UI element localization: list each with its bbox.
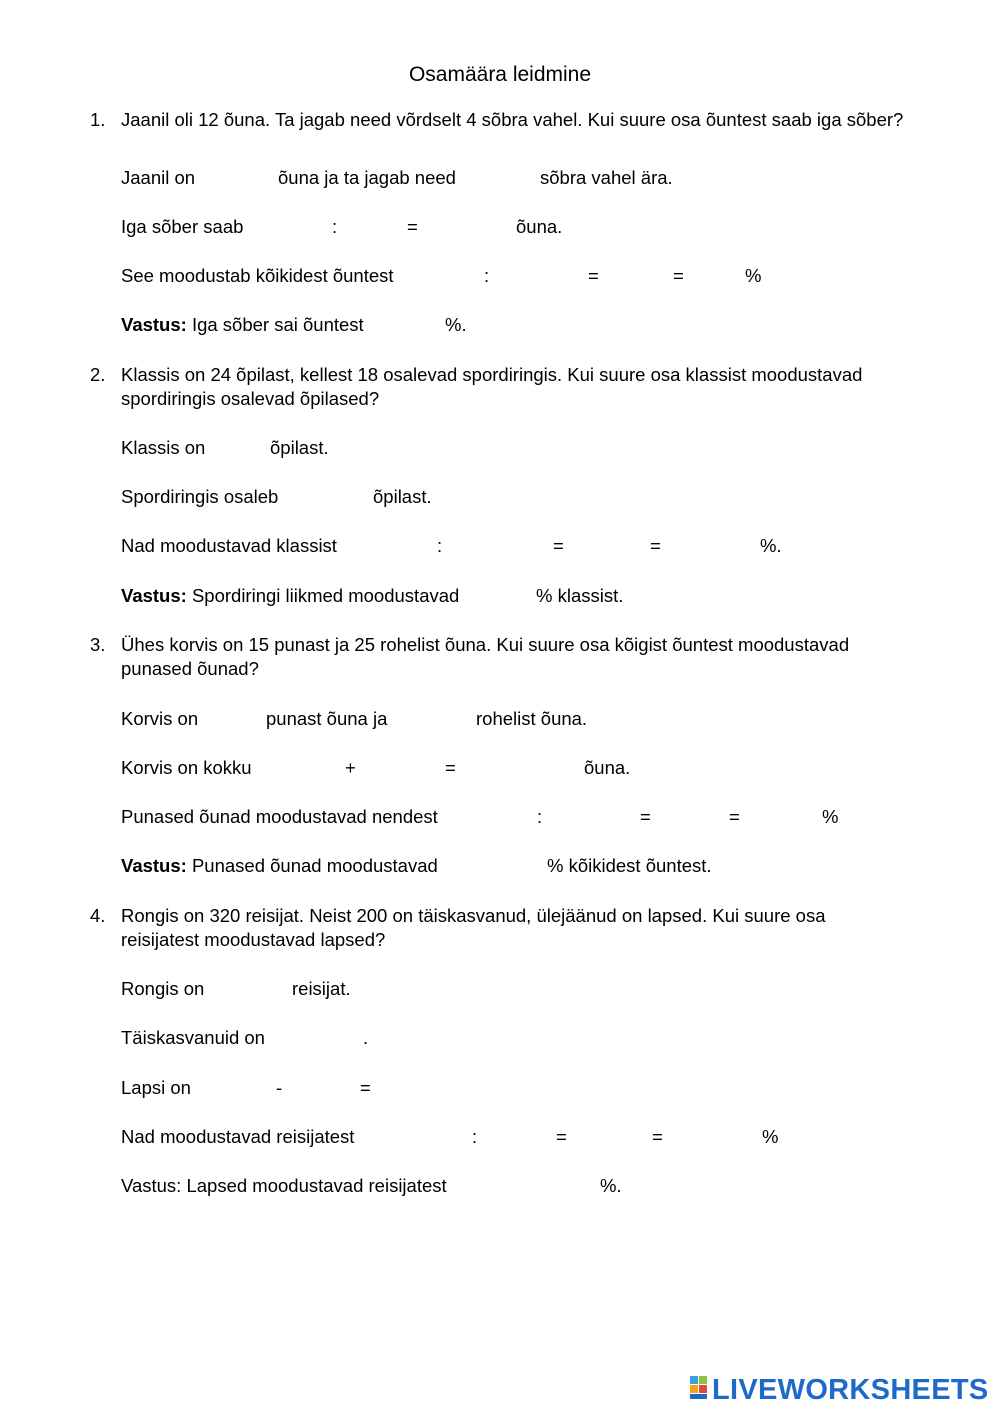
q3-sum-input-2[interactable] <box>360 754 440 778</box>
q3-line3-percent: % <box>822 806 839 827</box>
q1-line1-label-b: õuna ja ta jagab need <box>278 167 456 188</box>
q1-frac-input-2[interactable] <box>494 262 586 286</box>
q3-answer-label: Vastus: <box>121 855 187 876</box>
q1-line2-label-b: õuna. <box>516 216 563 237</box>
q1-apples-input[interactable] <box>202 164 272 188</box>
q3-answer-text: Punased õunad moodustavad <box>191 855 438 876</box>
q4-line3-label: Lapsi on <box>121 1077 191 1098</box>
liveworksheets-logo-text: LIVEWORKSHEETS <box>712 1374 989 1406</box>
q4-line4-label: Nad moodustavad reisijatest <box>121 1126 355 1147</box>
q1-frac-input-3[interactable] <box>604 262 672 286</box>
q3-line3-colon: : <box>537 806 543 827</box>
q3-line3-equals-1: = <box>640 806 651 827</box>
q3-line2-label-b: õuna. <box>584 757 631 778</box>
q2-answer-line <box>121 587 459 606</box>
q4-adults-input[interactable] <box>274 1024 358 1048</box>
q4-passengers-input[interactable] <box>212 975 286 999</box>
question-4-text-line2: reisijatest moodustavad lapsed? <box>121 929 386 950</box>
question-2-text-line1: Klassis on 24 õpilast, kellest 18 osalevad spordiringis. Kui suure osa klassist moodustavad <box>121 364 863 385</box>
q4-line2-label-b: . <box>363 1027 369 1048</box>
question-2-number: 2. <box>90 364 106 385</box>
q2-line1-label-a: Klassis on <box>121 437 206 458</box>
q3-frac-input-2[interactable] <box>548 803 636 827</box>
q4-frac-input-1[interactable] <box>380 1123 468 1147</box>
q2-answer-text: Spordiringi liikmed moodustavad <box>191 585 460 606</box>
q1-line3-label: See moodustab kõikidest õuntest <box>121 265 394 286</box>
q3-answer-input[interactable] <box>458 852 542 876</box>
q4-line1-label-b: reisijat. <box>292 978 351 999</box>
q2-line2-label-b: õpilast. <box>373 486 432 507</box>
q3-frac-input-3[interactable] <box>656 803 726 827</box>
q2-line3-equals-1: = <box>553 535 564 556</box>
q1-div-input-2[interactable] <box>342 213 404 237</box>
q1-div-input-1[interactable] <box>254 213 328 237</box>
q3-line2-plus: + <box>345 757 356 778</box>
q1-answer-text: Iga sõber sai õuntest <box>191 314 364 335</box>
q1-result-input[interactable] <box>422 213 510 237</box>
q2-answer-percent: % klassist. <box>536 585 624 606</box>
q4-line4-percent: % <box>762 1126 779 1147</box>
q3-line3-label: Punased õunad moodustavad nendest <box>121 806 438 827</box>
q2-line1-label-b: õpilast. <box>270 437 329 458</box>
q4-sub-input-2[interactable] <box>288 1074 356 1098</box>
q2-line3-equals-2: = <box>650 535 661 556</box>
q4-answer-input[interactable] <box>474 1172 596 1196</box>
q3-line3-equals-2: = <box>729 806 740 827</box>
q2-line3-percent: %. <box>760 535 782 556</box>
question-3-number: 3. <box>90 634 106 655</box>
q1-line1-label-c: sõbra vahel ära. <box>540 167 673 188</box>
q1-answer-percent: %. <box>445 314 467 335</box>
q2-students-input[interactable] <box>214 434 264 458</box>
q1-line2-colon: : <box>332 216 338 237</box>
q3-answer-line <box>121 857 438 876</box>
q4-line4-colon: : <box>472 1126 478 1147</box>
question-3-text-line2: punased õunad? <box>121 658 259 679</box>
question-1-text: Jaanil oli 12 õuna. Ta jagab need võrdselt 4 sõbra vahel. Kui suure osa õuntest saab iga sõber? <box>121 109 904 130</box>
q4-percent-input[interactable] <box>668 1123 760 1147</box>
q1-line3-equals-1: = <box>588 265 599 286</box>
q1-answer-line <box>121 316 364 335</box>
q3-line1-label-a: Korvis on <box>121 708 199 729</box>
q2-line3-label: Nad moodustavad klassist <box>121 535 337 556</box>
q2-percent-input[interactable] <box>666 532 756 556</box>
q3-line2-equals: = <box>445 757 456 778</box>
q3-line1-label-b: punast õuna ja <box>266 708 388 729</box>
q1-frac-input-1[interactable] <box>418 262 482 286</box>
q1-answer-label: Vastus: <box>121 314 187 335</box>
q2-frac-input-2[interactable] <box>448 532 548 556</box>
q4-answer-percent: %. <box>600 1175 622 1196</box>
q3-total-input[interactable] <box>460 754 578 778</box>
q3-frac-input-1[interactable] <box>460 803 532 827</box>
q3-line2-label-a: Korvis on kokku <box>121 757 252 778</box>
q4-answer-text: Vastus: Lapsed moodustavad reisijatest <box>121 1175 447 1196</box>
q2-line2-label-a: Spordiringis osaleb <box>121 486 279 507</box>
q3-answer-percent: % kõikidest õuntest. <box>547 855 712 876</box>
question-4-number: 4. <box>90 905 106 926</box>
question-3-text-line1: Ühes korvis on 15 punast ja 25 rohelist õuna. Kui suure osa kõigist õuntest moodustavad <box>121 634 850 655</box>
q3-red-input[interactable] <box>206 705 260 729</box>
q1-friends-input[interactable] <box>468 164 534 188</box>
q2-line3-colon: : <box>437 535 443 556</box>
q2-answer-input[interactable] <box>484 582 532 606</box>
q2-frac-input-1[interactable] <box>358 532 432 556</box>
q4-line1-label-a: Rongis on <box>121 978 205 999</box>
q4-line2-label-a: Täiskasvanuid on <box>121 1027 265 1048</box>
q2-frac-input-3[interactable] <box>568 532 646 556</box>
page-title: Osamäära leidmine <box>408 63 592 86</box>
q4-frac-input-3[interactable] <box>570 1123 648 1147</box>
q1-answer-input[interactable] <box>380 311 440 335</box>
q1-line2-label-a: Iga sõber saab <box>121 216 244 237</box>
q1-line1-label-a: Jaanil on <box>121 167 196 188</box>
q4-line3-minus: - <box>276 1077 283 1098</box>
q4-children-input[interactable] <box>376 1074 466 1098</box>
q1-line3-percent: % <box>745 265 762 286</box>
q3-sum-input-1[interactable] <box>262 754 340 778</box>
q4-line4-equals-1: = <box>556 1126 567 1147</box>
q1-percent-input[interactable] <box>688 262 744 286</box>
q3-green-input[interactable] <box>400 705 470 729</box>
q1-line3-colon: : <box>484 265 490 286</box>
q1-line2-equals: = <box>407 216 418 237</box>
q2-answer-label: Vastus: <box>121 585 187 606</box>
q4-line3-equals: = <box>360 1077 371 1098</box>
q4-frac-input-2[interactable] <box>484 1123 552 1147</box>
question-2-text-line2: spordiringis osalevad õpilased? <box>121 388 380 409</box>
question-4-text-line1: Rongis on 320 reisijat. Neist 200 on täiskasvanud, ülejäänud on lapsed. Kui suure osa <box>121 905 826 926</box>
q3-line1-label-c: rohelist õuna. <box>476 708 588 729</box>
q1-line3-equals-2: = <box>673 265 684 286</box>
q3-percent-input[interactable] <box>744 803 820 827</box>
q2-participants-input[interactable] <box>294 483 368 507</box>
q4-line4-equals-2: = <box>652 1126 663 1147</box>
q4-sub-input-1[interactable] <box>200 1074 272 1098</box>
question-1-number: 1. <box>90 109 106 130</box>
